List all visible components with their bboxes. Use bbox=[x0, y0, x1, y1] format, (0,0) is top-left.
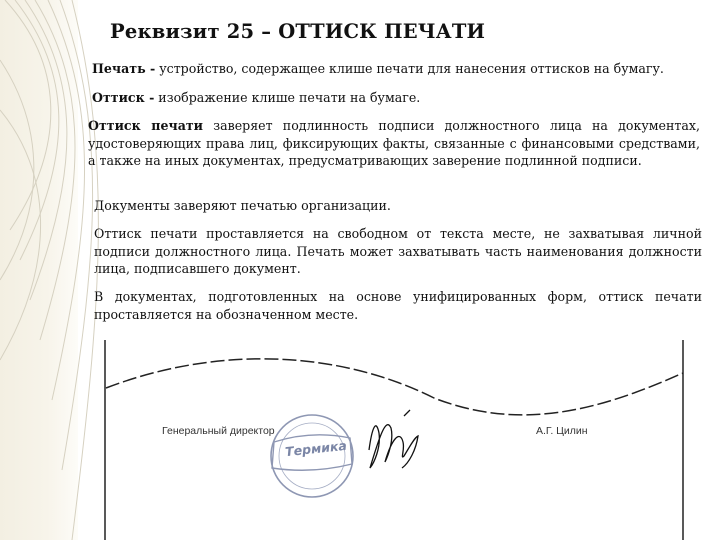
seal-definition-text: устройство, содержащее клише печати для нанесения оттисков на бумагу. bbox=[155, 61, 664, 76]
paragraph-placement-rules: Оттиск печати проставляется на свободном от текста месте, не захватывая личной подписи должностного лица. Печать может захватывать часть наименования должности лица, подписавшего документ. bbox=[94, 226, 702, 277]
term-imprint: Оттиск - bbox=[92, 90, 155, 105]
seal-purpose-text: заверяет подлинность подписи должностного лица на документах, удостоверяющих права лиц, фиксирующих факты, связанные с финансовыми средствами, а также на иных документах, предусматривающих заверение подлинной подписи. bbox=[88, 118, 700, 169]
signer-name: А.Г. Цилин bbox=[536, 425, 588, 437]
paragraph-imprint-definition bbox=[92, 89, 700, 107]
term-seal: Печать - bbox=[92, 61, 156, 76]
paragraph-unified-forms: В документах, подготовленных на основе унифицированных форм, оттиск печати проставляется на обозначенном месте. bbox=[94, 289, 702, 322]
page-title: Реквизит 25 – ОТТИСК ПЕЧАТИ bbox=[110, 20, 486, 43]
imprint-definition-text: изображение клише печати на бумаге. bbox=[154, 90, 421, 105]
paragraph-organization-seal: Документы заверяют печатью организации. bbox=[94, 198, 391, 213]
position-title: Генеральный директор bbox=[162, 425, 275, 437]
stamp-label: Термика bbox=[284, 437, 348, 460]
document-sample-drawing bbox=[104, 338, 684, 540]
signature-icon bbox=[369, 410, 418, 468]
term-seal-imprint: Оттиск печати bbox=[88, 118, 204, 133]
paragraph-seal-definition bbox=[92, 60, 700, 78]
paragraph-seal-purpose bbox=[88, 117, 700, 170]
document-sample-image bbox=[104, 338, 684, 540]
